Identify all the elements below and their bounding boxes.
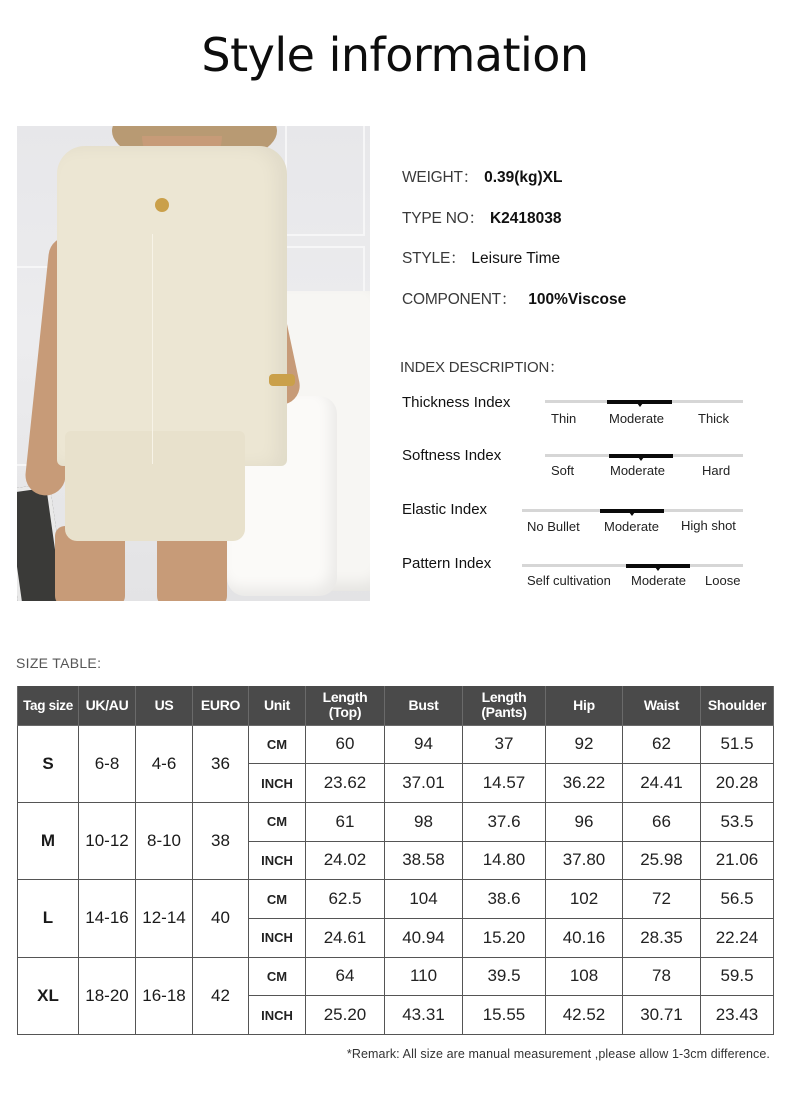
pattern-option-high: Loose bbox=[705, 573, 741, 588]
garment-seam bbox=[152, 234, 153, 464]
header-line: Length bbox=[322, 689, 368, 706]
unit-cell: CM bbox=[249, 880, 306, 919]
length-top-cell: 24.61 bbox=[306, 918, 385, 957]
header-uk-au: UK/AU bbox=[79, 686, 136, 725]
hip-cell: 92 bbox=[546, 725, 623, 764]
pattern-index-label: Pattern Index bbox=[402, 555, 492, 572]
unit-cell: CM bbox=[249, 802, 306, 841]
header-unit: Unit bbox=[249, 686, 306, 725]
bracelet bbox=[269, 374, 295, 386]
euro-cell: 40 bbox=[193, 880, 249, 957]
spec-key: STYLE： bbox=[402, 250, 466, 267]
shoulder-cell: 53.5 bbox=[701, 802, 774, 841]
length-top-cell: 24.02 bbox=[306, 841, 385, 880]
length-top-cell: 61 bbox=[306, 802, 385, 841]
header-hip: Hip bbox=[546, 686, 623, 725]
hip-cell: 96 bbox=[546, 802, 623, 841]
bust-cell: 98 bbox=[385, 802, 463, 841]
hip-cell: 102 bbox=[546, 880, 623, 919]
hip-cell: 36.22 bbox=[546, 764, 623, 803]
uk-au-cell: 14-16 bbox=[79, 880, 136, 957]
size-table-label: SIZE TABLE: bbox=[16, 655, 102, 671]
spec-value: Leisure Time bbox=[471, 250, 561, 267]
uk-au-cell: 6-8 bbox=[79, 725, 136, 802]
elastic-index-scale bbox=[522, 509, 743, 512]
uk-au-cell: 18-20 bbox=[79, 957, 136, 1034]
hip-cell: 37.80 bbox=[546, 841, 623, 880]
shoulder-cell: 23.43 bbox=[701, 996, 774, 1035]
softness-index-label: Softness Index bbox=[402, 447, 502, 464]
bust-cell: 37.01 bbox=[385, 764, 463, 803]
header-bust: Bust bbox=[385, 686, 463, 725]
header-length-pants bbox=[463, 686, 546, 725]
softness-index-scale bbox=[545, 454, 743, 457]
spec-value: 100%Viscose bbox=[528, 291, 627, 308]
spec-key: COMPONENT： bbox=[402, 291, 517, 308]
unit-cell: CM bbox=[249, 725, 306, 764]
page-title: Style information bbox=[201, 28, 589, 82]
tag-size-cell: S bbox=[18, 725, 79, 802]
us-cell: 12-14 bbox=[136, 880, 193, 957]
table-row-s-cm bbox=[18, 725, 774, 764]
tag-size-cell: XL bbox=[18, 957, 79, 1034]
elastic-option-low: No Bullet bbox=[527, 519, 580, 534]
us-cell: 16-18 bbox=[136, 957, 193, 1034]
tag-size-cell: L bbox=[18, 880, 79, 957]
length-pants-cell: 39.5 bbox=[463, 957, 546, 996]
us-cell: 4-6 bbox=[136, 725, 193, 802]
wall-molding bbox=[285, 126, 365, 236]
shoulder-cell: 59.5 bbox=[701, 957, 774, 996]
elastic-index-marker bbox=[600, 509, 664, 513]
length-pants-cell: 38.6 bbox=[463, 880, 546, 919]
garment-shorts bbox=[65, 431, 245, 541]
spec-value: 0.39(kg)XL bbox=[484, 169, 563, 186]
length-pants-cell: 14.80 bbox=[463, 841, 546, 880]
softness-index-marker bbox=[609, 454, 673, 458]
length-pants-cell: 37 bbox=[463, 725, 546, 764]
bust-cell: 38.58 bbox=[385, 841, 463, 880]
waist-cell: 28.35 bbox=[623, 918, 701, 957]
thickness-index-label: Thickness Index bbox=[402, 394, 511, 411]
softness-option-mid: Moderate bbox=[610, 463, 665, 478]
length-pants-cell: 14.57 bbox=[463, 764, 546, 803]
header-line: (Top) bbox=[328, 704, 362, 721]
unit-cell: INCH bbox=[249, 841, 306, 880]
bust-cell: 110 bbox=[385, 957, 463, 996]
waist-cell: 72 bbox=[623, 880, 701, 919]
elastic-index-label: Elastic Index bbox=[402, 501, 488, 518]
header-waist: Waist bbox=[623, 686, 701, 725]
length-pants-cell: 15.55 bbox=[463, 996, 546, 1035]
spec-style bbox=[402, 246, 560, 268]
thickness-option-mid: Moderate bbox=[609, 411, 664, 426]
table-row-l-cm bbox=[18, 880, 774, 919]
spec-key: TYPE NO： bbox=[402, 210, 484, 227]
header-tag-size: Tag size bbox=[18, 686, 79, 725]
hip-cell: 108 bbox=[546, 957, 623, 996]
size-table bbox=[17, 686, 774, 1035]
shoulder-cell: 21.06 bbox=[701, 841, 774, 880]
thickness-option-low: Thin bbox=[551, 411, 577, 426]
elastic-option-mid: Moderate bbox=[604, 519, 659, 534]
bust-cell: 104 bbox=[385, 880, 463, 919]
pattern-option-mid: Moderate bbox=[631, 573, 686, 588]
length-top-cell: 64 bbox=[306, 957, 385, 996]
bust-cell: 40.94 bbox=[385, 918, 463, 957]
table-row-xl-cm bbox=[18, 957, 774, 996]
euro-cell: 42 bbox=[193, 957, 249, 1034]
length-top-cell: 25.20 bbox=[306, 996, 385, 1035]
thickness-index-marker bbox=[607, 400, 672, 404]
header-line: (Pants) bbox=[481, 704, 527, 721]
shoulder-cell: 20.28 bbox=[701, 764, 774, 803]
index-description-title: INDEX DESCRIPTION： bbox=[400, 359, 564, 376]
garment-top bbox=[57, 146, 287, 466]
header-shoulder: Shoulder bbox=[701, 686, 774, 725]
euro-cell: 38 bbox=[193, 802, 249, 879]
bust-cell: 94 bbox=[385, 725, 463, 764]
product-photo bbox=[17, 126, 370, 601]
shoulder-cell: 56.5 bbox=[701, 880, 774, 919]
necklace-pendant bbox=[155, 198, 169, 212]
thickness-index-scale bbox=[545, 400, 743, 403]
header-length-top bbox=[306, 686, 385, 725]
unit-cell: INCH bbox=[249, 764, 306, 803]
softness-option-low: Soft bbox=[551, 463, 575, 478]
size-remark: *Remark: All size are manual measurement ,please allow 1-3cm difference. bbox=[346, 1047, 770, 1061]
thickness-option-high: Thick bbox=[698, 411, 730, 426]
waist-cell: 24.41 bbox=[623, 764, 701, 803]
unit-cell: CM bbox=[249, 957, 306, 996]
waist-cell: 25.98 bbox=[623, 841, 701, 880]
length-top-cell: 60 bbox=[306, 725, 385, 764]
uk-au-cell: 10-12 bbox=[79, 802, 136, 879]
size-table-header bbox=[18, 686, 774, 725]
length-pants-cell: 15.20 bbox=[463, 918, 546, 957]
spec-weight bbox=[402, 165, 562, 187]
softness-option-high: Hard bbox=[702, 463, 731, 478]
header-line: Length bbox=[481, 689, 527, 706]
hip-cell: 42.52 bbox=[546, 996, 623, 1035]
waist-cell: 66 bbox=[623, 802, 701, 841]
shoulder-cell: 22.24 bbox=[701, 918, 774, 957]
unit-cell: INCH bbox=[249, 918, 306, 957]
euro-cell: 36 bbox=[193, 725, 249, 802]
table-row-m-cm bbox=[18, 802, 774, 841]
pattern-index-marker bbox=[626, 564, 690, 568]
us-cell: 8-10 bbox=[136, 802, 193, 879]
length-top-cell: 23.62 bbox=[306, 764, 385, 803]
pattern-index-scale bbox=[522, 564, 743, 567]
elastic-option-high: High shot bbox=[681, 518, 736, 533]
spec-value: K2418038 bbox=[489, 210, 562, 227]
spec-type-no bbox=[402, 206, 562, 228]
shoulder-cell: 51.5 bbox=[701, 725, 774, 764]
waist-cell: 78 bbox=[623, 957, 701, 996]
length-top-cell: 62.5 bbox=[306, 880, 385, 919]
spec-component bbox=[402, 287, 626, 309]
length-pants-cell: 37.6 bbox=[463, 802, 546, 841]
spec-key: WEIGHT： bbox=[402, 169, 479, 186]
waist-cell: 30.71 bbox=[623, 996, 701, 1035]
tag-size-cell: M bbox=[18, 802, 79, 879]
bust-cell: 43.31 bbox=[385, 996, 463, 1035]
header-euro: EURO bbox=[193, 686, 249, 725]
waist-cell: 62 bbox=[623, 725, 701, 764]
unit-cell: INCH bbox=[249, 996, 306, 1035]
header-us: US bbox=[136, 686, 193, 725]
pattern-option-low: Self cultivation bbox=[527, 573, 611, 588]
hip-cell: 40.16 bbox=[546, 918, 623, 957]
